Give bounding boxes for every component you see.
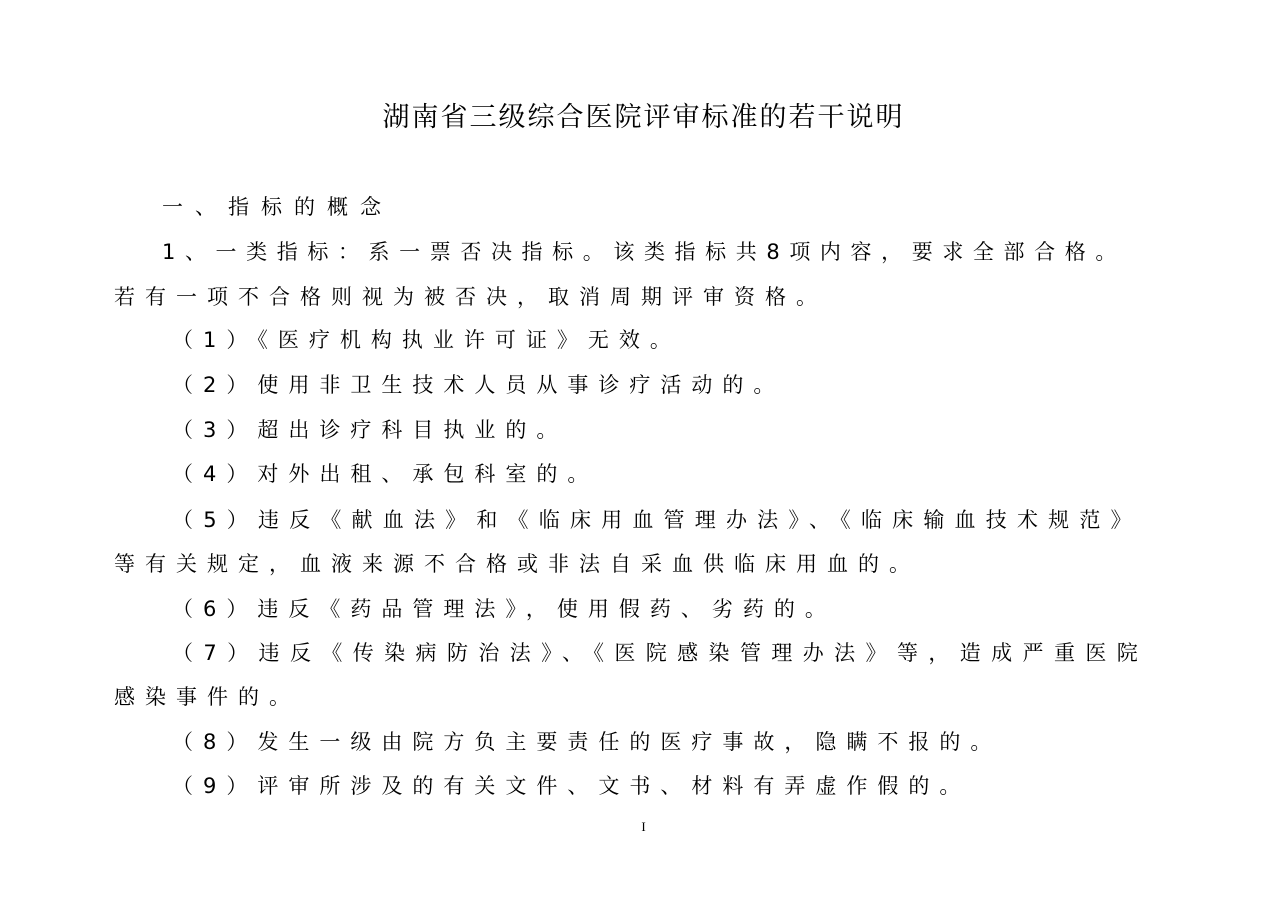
list-item: （6）违反《药品管理法》，使用假药、劣药的。 [172, 597, 836, 621]
list-item: （7）违反《传染病防治法》、《医院感染管理办法》等，造成严重医院 [172, 641, 1149, 665]
list-item: （9）评审所涉及的有关文件、文书、材料有弄虚作假的。 [172, 774, 971, 798]
list-item: （4）对外出租、承包科室的。 [172, 462, 599, 486]
page-number: I [641, 819, 646, 834]
list-item: （2）使用非卫生技术人员从事诊疗活动的。 [172, 373, 785, 397]
list-item: （3）超出诊疗科目执业的。 [172, 418, 568, 442]
list-item: （1）《医疗机构执业许可证》无效。 [172, 328, 681, 352]
list-item-continuation: 感染事件的。 [114, 685, 300, 709]
paragraph-line: 1、一类指标：系一票否决指标。该类指标共8项内容，要求全部合格。 [162, 240, 1126, 264]
paragraph-line: 若有一项不合格则视为被否决，取消周期评审资格。 [114, 285, 827, 309]
list-item: （5）违反《献血法》和《临床用血管理办法》、《临床输血技术规范》 [172, 508, 1142, 532]
page-title: 湖南省三级综合医院评审标准的若干说明 [382, 102, 905, 133]
list-item-continuation: 等有关规定，血液来源不合格或非法自采血供临床用血的。 [114, 552, 920, 576]
section-heading: 一、指标的概念 [162, 195, 393, 219]
list-item: （8）发生一级由院方负主要责任的医疗事故，隐瞒不报的。 [172, 730, 1002, 754]
